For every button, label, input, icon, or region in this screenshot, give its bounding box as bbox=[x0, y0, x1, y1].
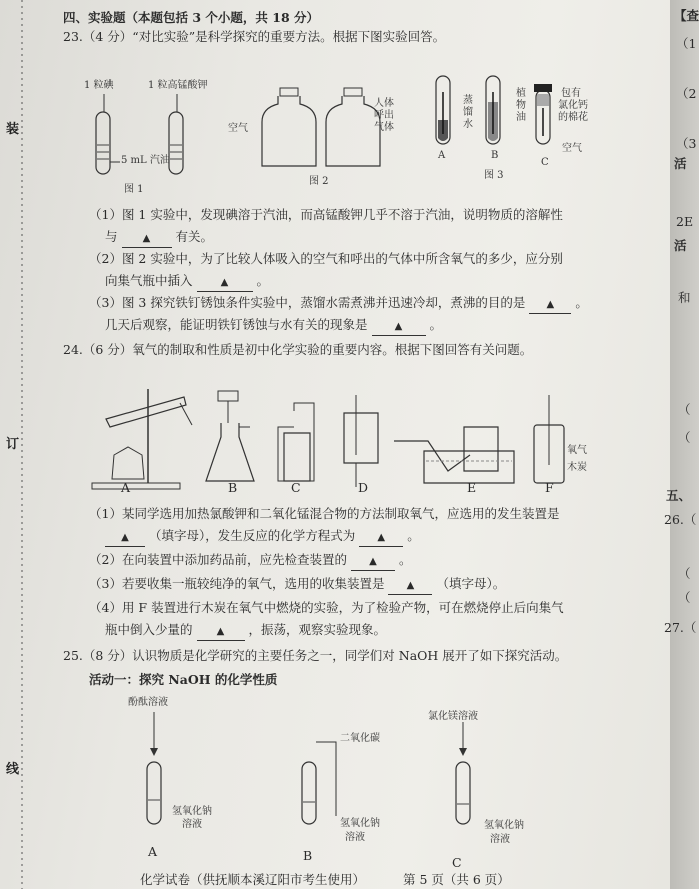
q24-label-charcoal: 木炭 bbox=[567, 462, 587, 473]
q23-part1-line2: 与 ▲ 有关。 bbox=[105, 229, 213, 248]
q24-label-d: D bbox=[358, 480, 369, 495]
fig2-label-exhaled-3: 气体 bbox=[374, 122, 394, 133]
q24-stem: 24.（6 分）氧气的制取和性质是初中化学实验的重要内容。根据下图回答有关问题。 bbox=[63, 342, 533, 357]
next-page-fragment: （3 bbox=[676, 136, 697, 151]
q23-part3-line2: 几天后观察，能证明铁钉锈蚀与水有关的现象是 ▲ 。 bbox=[105, 317, 442, 336]
fig1-label-kmno4: 1 粒高锰酸钾 bbox=[148, 80, 208, 91]
q24-part4-line1: （4）用 F 装置进行木炭在氧气中燃烧的实验，为了检验产物，可在燃烧停止后向集气 bbox=[89, 600, 564, 615]
answer-blank[interactable]: ▲ bbox=[406, 580, 415, 591]
answer-blank[interactable]: ▲ bbox=[369, 556, 377, 567]
next-page-fragment: （ bbox=[678, 430, 691, 445]
fig3-label-oil-3: 油 bbox=[516, 112, 526, 123]
q24-label-e: E bbox=[467, 480, 477, 495]
q25-c-naoh-2: 溶液 bbox=[490, 834, 510, 845]
next-page-fragment: 活 bbox=[674, 238, 687, 253]
fig3-label-cotton-1: 包有 bbox=[561, 88, 581, 99]
next-page-fragment: 活 bbox=[674, 156, 687, 171]
fig1-caption: 图 1 bbox=[124, 184, 144, 195]
q25-b-naoh-2: 溶液 bbox=[345, 832, 365, 843]
q25-a-naoh-1: 氢氧化钠 bbox=[172, 806, 212, 817]
q24-part3: （3）若要收集一瓶较纯净的氧气，选用的收集装置是 ▲ （填字母）。 bbox=[89, 576, 505, 595]
q25-tube-a-letter: A bbox=[148, 844, 158, 859]
answer-blank[interactable]: ▲ bbox=[377, 532, 386, 543]
q25-b-naoh-1: 氢氧化钠 bbox=[340, 818, 380, 829]
fig3-label-water-1: 蒸 bbox=[463, 95, 473, 106]
fig3-tube-b: B bbox=[491, 150, 499, 161]
q23-part1-line1: （1）图 1 实验中，发现碘溶于汽油，而高锰酸钾几乎不溶于汽油，说明物质的溶解性 bbox=[89, 207, 563, 222]
answer-blank[interactable]: ▲ bbox=[220, 277, 229, 288]
fig2-label-air: 空气 bbox=[228, 123, 248, 134]
answer-blank[interactable]: ▲ bbox=[546, 299, 555, 310]
q24-label-oxygen: 氧气 bbox=[567, 445, 587, 456]
answer-blank[interactable]: ▲ bbox=[121, 532, 129, 543]
q25-tube-c-letter: C bbox=[452, 855, 462, 870]
q24-part2: （2）在向装置中添加药品前，应先检查装置的 ▲ 。 bbox=[89, 552, 411, 571]
q25-activity-title: 活动一：探究 NaOH 的化学性质 bbox=[89, 672, 278, 687]
fig3-label-cotton-3: 的棉花 bbox=[558, 112, 588, 123]
q25-a-naoh-2: 溶液 bbox=[182, 819, 202, 830]
q24-apparatus bbox=[88, 375, 608, 495]
q25-label-co2: 二氧化碳 bbox=[340, 733, 380, 744]
next-page-fragment: 26.（ bbox=[664, 512, 697, 527]
fig2-label-exhaled-2: 呼出 bbox=[374, 110, 394, 121]
footer-page-number: 第 5 页（共 6 页） bbox=[403, 872, 510, 887]
q24-label-a: A bbox=[121, 480, 131, 495]
next-page-fragment: 2E bbox=[676, 214, 694, 229]
q23-part3-line1: （3）图 3 探究铁钉锈蚀条件实验中，蒸馏水需煮沸并迅速冷却，煮沸的目的是 ▲ 。 bbox=[89, 295, 588, 314]
fig3-test-tubes bbox=[430, 72, 560, 162]
q24-part1-line2: ▲ （填字母），发生反应的化学方程式为 ▲ 。 bbox=[105, 528, 420, 547]
fig2-gas-bottles bbox=[258, 86, 388, 176]
q25-label-mgcl2: 氯化镁溶液 bbox=[428, 711, 478, 722]
footer-title: 化学试卷（供抚顺本溪辽阳市考生使用） bbox=[140, 872, 366, 887]
fig3-caption: 图 3 bbox=[484, 170, 504, 181]
section-title: 四、实验题（本题包括 3 个小题，共 18 分） bbox=[63, 10, 320, 25]
next-page-fragment: 和 bbox=[678, 290, 691, 305]
fig3-tube-a: A bbox=[438, 150, 446, 161]
next-page-fragment: （ bbox=[678, 590, 691, 605]
fig3-label-cotton-2: 氯化钙 bbox=[558, 100, 588, 111]
fig3-label-oil-2: 物 bbox=[516, 100, 526, 111]
q25-stem: 25.（8 分）认识物质是化学研究的主要任务之一，同学们对 NaOH 展开了如下探究活动。 bbox=[63, 648, 568, 663]
fig3-label-oil-1: 植 bbox=[516, 88, 526, 99]
fig3-tube-c: C bbox=[541, 157, 549, 168]
next-page-fragment: 【查 bbox=[674, 8, 699, 23]
binding-char: 装 bbox=[6, 122, 20, 137]
answer-blank[interactable]: ▲ bbox=[216, 626, 225, 637]
binding-dotted-line bbox=[0, 0, 28, 889]
next-page-fragment: （ bbox=[678, 402, 691, 417]
fig2-caption: 图 2 bbox=[309, 176, 329, 187]
answer-blank[interactable]: ▲ bbox=[394, 321, 403, 332]
next-page-fragment: （2 bbox=[676, 86, 697, 101]
fig1-label-iodine: 1 粒碘 bbox=[84, 80, 114, 91]
next-page-fragment: （ bbox=[678, 566, 691, 581]
answer-blank[interactable]: ▲ bbox=[142, 233, 151, 244]
binding-char: 线 bbox=[6, 762, 20, 777]
q24-part1-line1: （1）某同学选用加热氯酸钾和二氧化锰混合物的方法制取氧气，应选用的发生装置是 bbox=[89, 506, 560, 521]
next-page-edge bbox=[664, 0, 699, 889]
binding-char: 订 bbox=[6, 437, 20, 452]
q25-label-phenolphthalein: 酚酞溶液 bbox=[128, 697, 168, 708]
fig2-label-exhaled-1: 人体 bbox=[374, 98, 394, 109]
fig3-label-air: 空气 bbox=[562, 143, 582, 154]
q25-c-naoh-1: 氢氧化钠 bbox=[484, 820, 524, 831]
next-page-fragment: （1 bbox=[676, 36, 697, 51]
fig3-label-water-2: 馏 bbox=[463, 107, 473, 118]
q23-part2-line2: 向集气瓶中插入 ▲ 。 bbox=[105, 273, 269, 292]
q24-label-c: C bbox=[291, 480, 301, 495]
q23-part2-line1: （2）图 2 实验中，为了比较人体吸入的空气和呼出的气体中所含氧气的多少，应分别 bbox=[89, 251, 563, 266]
q23-stem: 23.（4 分）“对比实验”是科学探究的重要方法。根据下图实验回答。 bbox=[63, 29, 446, 44]
q24-part4-line2: 瓶中倒入少量的 ▲ ，振荡，观察实验现象。 bbox=[105, 622, 386, 641]
fig1-label-gasoline: 5 mL 汽油 bbox=[121, 155, 170, 166]
next-page-fragment: 五、 bbox=[666, 488, 692, 503]
next-page-fragment: 27.（ bbox=[664, 620, 697, 635]
binding-margin bbox=[0, 0, 28, 889]
q24-label-b: B bbox=[228, 480, 238, 495]
fig3-label-water-3: 水 bbox=[463, 119, 473, 130]
q24-label-f: F bbox=[545, 480, 554, 495]
q25-tube-b-letter: B bbox=[303, 848, 313, 863]
